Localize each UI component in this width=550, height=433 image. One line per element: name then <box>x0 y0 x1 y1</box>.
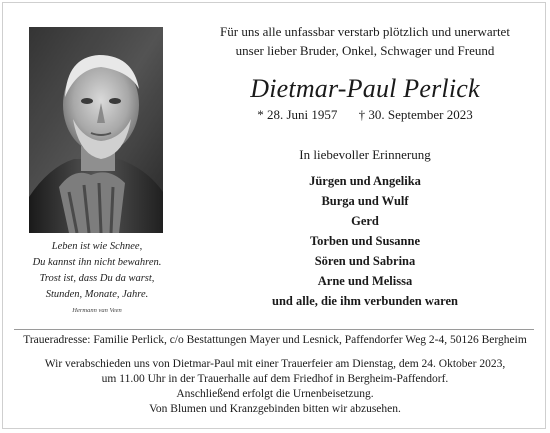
ceremony-line: Wir verabschieden uns von Dietmar-Paul mit einer Trauerfeier am Dienstag, dem 24. Oktober 2023, <box>44 358 506 370</box>
poem-line: Leben ist wie Schnee, <box>51 241 143 252</box>
mourner: Torben und Susanne <box>309 234 421 248</box>
mourner: Jürgen und Angelika <box>309 174 421 188</box>
intro-line: Für uns alle unfassbar verstarb plötzlich und unerwartet <box>220 24 510 39</box>
intro-text <box>190 22 540 60</box>
poem-line: Trost ist, dass Du da warst, <box>39 273 155 284</box>
deceased-name: Dietmar-Paul Perlick <box>250 74 480 103</box>
mourner: Sören und Sabrina <box>314 254 416 268</box>
mourner: Gerd <box>351 214 379 228</box>
mourner: Burga und Wulf <box>321 194 409 208</box>
poem-line: Du kannst ihn nicht bewahren. <box>32 257 162 268</box>
poem <box>22 239 172 317</box>
life-dates <box>190 106 540 124</box>
ceremony-line: Von Blumen und Kranzgebinden bitten wir abzusehen. <box>149 403 401 415</box>
ceremony-line: um 11.00 Uhr in der Trauerhalle auf dem Friedhof in Bergheim-Paffendorf. <box>101 373 449 385</box>
memory-heading: In liebevoller Erinnerung <box>299 147 431 162</box>
birth-date: * 28. Juni 1957 <box>257 107 338 122</box>
divider <box>14 329 534 330</box>
poem-author: Hermann van Veen <box>72 307 122 314</box>
poem-line: Stunden, Monate, Jahre. <box>45 289 149 300</box>
intro-line: unser lieber Bruder, Onkel, Schwager und Freund <box>235 43 495 58</box>
ceremony-info <box>14 357 536 417</box>
mourners-list <box>190 171 540 311</box>
ceremony-line: Anschließend erfolgt die Urnenbeisetzung. <box>176 388 374 400</box>
mourner: und alle, die ihm verbunden waren <box>272 294 458 308</box>
mourner: Arne und Melissa <box>317 274 413 288</box>
portrait-photo <box>29 27 163 233</box>
death-date: † 30. September 2023 <box>358 107 473 122</box>
mourning-address: Traueradresse: Familie Perlick, c/o Bestattungen Mayer und Lesnick, Paffendorfer Weg 2-4, 50126 Bergheim <box>23 334 527 346</box>
